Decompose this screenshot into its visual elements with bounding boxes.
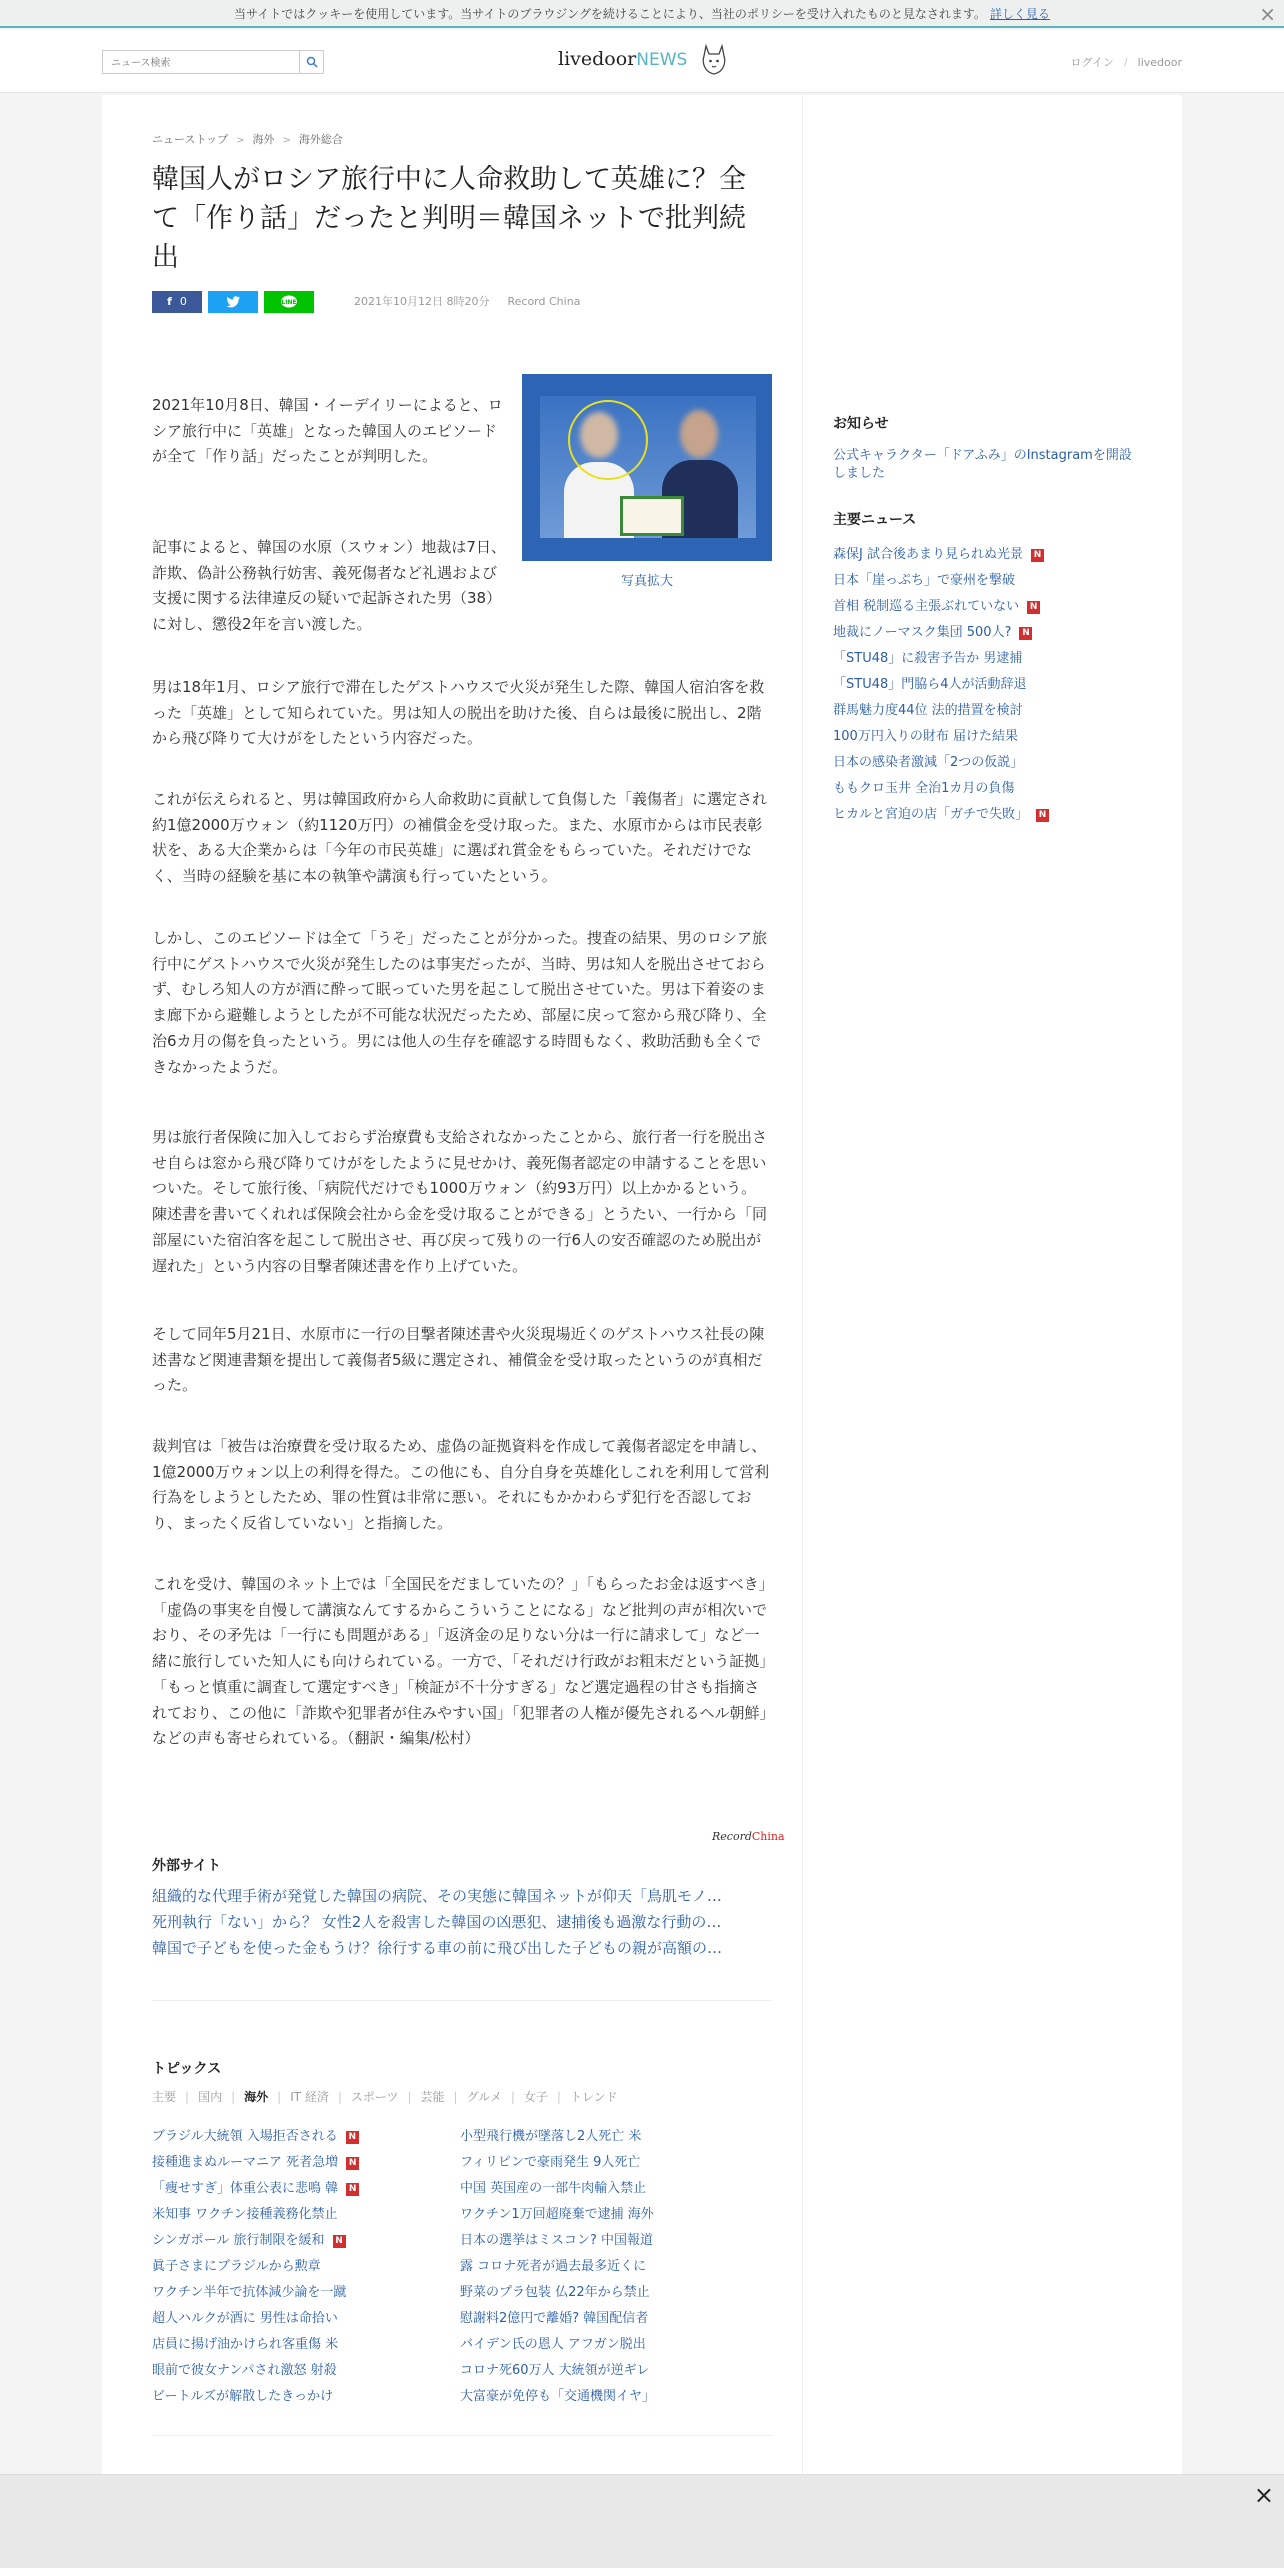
new-badge: N [346,2183,359,2196]
highlight-circle [568,400,648,480]
cookie-banner [0,0,1284,28]
article-paragraph: しかし、このエピソードは全て「うそ」だったことが分かった。捜査の結果、男のロシア旅行中にゲストハウスで火災が発生したのは事実だったが、当時、男は知人を脱出させておらず、むしろ知人の方が酒に酔って眠っていた男を起こして脱出させていた。男は下着姿のまま廊下から避難しようとしたが不可能な状況だったため、部屋に戻って窓から飛び降り、全治6カ月の傷を負ったという。男には他人の生存を確認する時間もなく、救助活動も全くできなかったようだ。 [152,929,768,1076]
svg-text:LINE: LINE [281,299,297,306]
topic-link[interactable]: 小型飛行機が墜落し2人死亡 米 [460,2129,642,2144]
site-header [0,30,1284,93]
nav-separator: / [1123,56,1128,69]
article-source[interactable]: Record China [507,295,581,308]
topic-link[interactable]: 大富豪が免停も「交通機関イヤ」 [460,2389,656,2404]
header-nav [1060,54,1182,70]
breadcrumb-item-overseas[interactable]: 海外 [252,133,275,146]
article-paragraph: 男は18年1月、ロシア旅行で滞在したゲストハウスで火災が発生した際、韓国人宿泊客を救った「英雄」として知られていた。男は知人の脱出を助けた後、自らは最後に脱出し、2階から飛び降りて大けがをしたという内容だった。 [152,678,765,748]
topic-item[interactable] [460,2359,760,2385]
topic-item[interactable] [152,2125,452,2151]
topic-link[interactable]: 眼前で彼女ナンパされ激怒 射殺 [152,2363,337,2378]
search-box [102,50,324,74]
breadcrumb-item-overseas-general[interactable]: 海外総合 [298,133,343,146]
tab-separator: | [231,2090,236,2104]
logo-livedoor: livedoor [558,48,637,70]
topic-item[interactable] [460,2177,760,2203]
bottom-ad-bar [0,2474,1284,2568]
topic-link[interactable]: バイデン氏の恩人 アフガン脱出 [460,2337,646,2352]
article-paragraph: これを受け、韓国のネット上では「全国民をだましていたの？」「もらったお金は返すべき」「虚偽の事実を自慢して講演なんてするからこういうことになる」など批判の声が相次いでおり、その矛先は「一行にも問題がある」「返済金の足りない分は一行に請求して」など一緒に旅行していた知人にも向けられている。一方で、「それだけ行政がお粗末だという証拠」「もっと慎重に調査して選定すべき」「検証が不十分すぎる」など選定過程の甘さも指摘されており、この他に「詐欺や犯罪者が住みやすい国」「犯罪者の人権が優先されるヘル朝鮮」などの声も寄せられている。（翻訳・編集/松村） [152,1575,768,1748]
topic-link[interactable]: ワクチン半年で抗体減少論を一蹴 [152,2285,347,2300]
new-badge: N [1036,809,1049,822]
topic-link[interactable]: シンガポール 旅行制限を緩和 [152,2233,325,2248]
divider [152,2435,772,2436]
tab-sports[interactable]: スポーツ [350,2090,399,2104]
facebook-share-button[interactable] [152,291,202,313]
external-sites-heading: 外部サイト [152,1858,222,1874]
topic-item[interactable] [460,2151,760,2177]
divider [152,2000,772,2001]
logo-news: NEWS [636,50,688,70]
main-news-item[interactable] [833,699,1153,725]
article-title: 韓国人がロシア旅行中に人命救助して英雄に？全て「作り話」だったと判明＝韓国ネットで批判続出 [152,164,746,272]
record-china-logo [712,1830,785,1843]
topic-link[interactable]: 中国 英国産の一部牛肉輸入禁止 [460,2181,647,2196]
topic-link[interactable]: 「痩せすぎ」体重公表に悲鳴 韓 [152,2181,339,2196]
topic-item[interactable] [152,2385,452,2411]
site-logo[interactable] [558,48,687,70]
topic-item[interactable] [152,2255,452,2281]
share-bar [152,291,580,313]
article-photo[interactable] [522,374,772,561]
main-news-link[interactable]: 「STU48」門脇ら4人が活動辞退 [833,677,1027,692]
main-news-link[interactable]: 首相 税制巡る主張ぶれていない [833,599,1020,614]
tab-gourmet[interactable]: グルメ [466,2090,502,2104]
main-news-heading: 主要ニュース [833,512,917,528]
record-china-logo-text: Record [712,1830,752,1843]
notice-link[interactable]: 公式キャラクター「ドアふみ」のInstagramを開設しました [833,448,1132,481]
tab-separator: | [277,2090,282,2104]
tab-separator: | [556,2090,561,2104]
cookie-close-icon[interactable]: × [1259,2,1276,26]
topic-item[interactable] [460,2385,760,2411]
topic-item[interactable] [152,2229,452,2255]
article-paragraph: 裁判官は「被告は治療費を受け取るため、虚偽の証拠資料を作成して義傷者認定を申請し、1億2000万ウォン以上の利得を得た。この他にも、自分自身を英雄化しこれを利用して営利行為をしようとしたため、罪の性質は非常に悪い。それにもかかわらず犯行を否認しており、まったく反省していない」と指摘した。 [152,1437,770,1533]
new-badge: N [1019,627,1032,640]
record-china-logo-mark: China [751,1830,785,1843]
tab-separator: | [510,2090,515,2104]
tab-trend[interactable]: トレンド [569,2090,618,2104]
topic-item[interactable] [460,2281,760,2307]
main-news-link[interactable]: 日本の感染者激減「2つの仮説」 [833,755,1024,770]
main-news-item[interactable] [833,595,1153,621]
topic-link[interactable]: 米知事 ワクチン接種義務化禁止 [152,2207,338,2222]
article-meta [354,291,580,313]
photo-enlarge-link[interactable]: 写真拡大 [620,574,673,589]
topic-item[interactable] [152,2307,452,2333]
main-news-item[interactable] [833,751,1153,777]
topic-link[interactable]: コロナ死60万人 大統領が逆ギレ [460,2363,650,2378]
main-news-link[interactable]: 日本「崖っぷち」で豪州を撃破 [833,573,1016,588]
tab-domestic[interactable]: 国内 [198,2090,223,2104]
cookie-more-link[interactable]: 詳しく見る [989,7,1050,21]
external-link[interactable]: 韓国で子どもを使った金もうけ？徐行する車の前に飛び出した子どもの親が高額の… [152,1939,723,1957]
topic-link[interactable]: ブラジル大統領 入場拒否される [152,2129,338,2144]
tab-separator: | [453,2090,458,2104]
main-news-item[interactable] [833,647,1153,673]
new-badge: N [1027,601,1040,614]
chevron-right-icon: > [236,135,245,146]
facebook-icon: f [167,295,172,308]
tab-it-economy[interactable]: IT 経済 [290,2090,329,2104]
line-share-button[interactable] [264,291,314,313]
topic-item[interactable] [460,2333,760,2359]
topic-link[interactable]: 店員に揚げ油かけられ客重傷 米 [152,2337,339,2352]
photo-image [540,396,756,538]
close-icon[interactable]: × [1253,2481,1274,2509]
external-link[interactable]: 組織的な代理手術が発覚した韓国の病院、その実態に韓国ネットが仰天「鳥肌モノ… [152,1887,722,1905]
topics-list-left [152,2125,452,2411]
main-news-link[interactable]: 地裁にノーマスク集団 500人? [833,625,1012,640]
certificate [620,496,684,536]
main-news-link[interactable]: 群馬魅力度44位 法的措置を検討 [833,703,1023,718]
topic-item[interactable] [152,2203,452,2229]
main-news-link[interactable]: ヒカルと宮迫の店「ガチで失敗」 [833,807,1029,822]
topic-link[interactable]: ワクチン1万回超廃棄で逮捕 海外 [460,2207,654,2222]
breadcrumb-item-top[interactable]: ニューストップ [152,133,229,146]
main-news-item[interactable] [833,569,1153,595]
main-news-item[interactable] [833,725,1153,751]
mascot-icon [700,42,728,78]
search-input[interactable] [103,53,299,75]
topics-heading: トピックス [152,2061,222,2077]
new-badge: N [1031,549,1044,562]
sidebar [802,95,1182,2568]
topic-link[interactable]: 接種進まぬルーマニア 死者急増 [152,2155,339,2170]
topic-item[interactable] [152,2333,452,2359]
main-news-item[interactable] [833,777,1153,803]
topic-link[interactable]: ビートルズが解散したきっかけ [152,2389,334,2404]
topic-link[interactable]: 慰謝料2億円で離婚? 韓国配信者 [460,2311,649,2326]
main-news-list [833,543,1153,829]
topics-tabs [152,2088,618,2105]
facebook-count: 0 [179,295,187,308]
tab-main[interactable]: 主要 [152,2090,177,2104]
new-badge: N [333,2235,346,2248]
main-news-link[interactable]: 森保J 試合後あまり見られぬ光景 [833,547,1023,562]
article-paragraph: 男は旅行者保険に加入しておらず治療費も支給されなかったことから、旅行者一行を脱出させ自らは窓から飛び降りてけがをしたように見せかけ、義死傷者認定の申請することを思いついた。そして旅行後、「病院代だけでも1000万ウォン（約93万円）以上かかるという。 陳述書を書いてくれれば保険会社から金を受け取ることができる」とうたい、一行から「同部屋にいた宿泊客を起こして脱出させ、再び戻って残りの一行6人の安否確認のため脱出が遅れた」という内容の目撃者陳述書を作り上げていた。 [152,1128,768,1275]
tab-women[interactable]: 女子 [523,2090,548,2104]
article-paragraph: そして同年5月21日、水原市に一行の目撃者陳述書や火災現場近くのゲストハウス社長の陳述書など関連書類を提出して義傷者5級に選定され、補償金を受け取ったというのが真相だった。 [152,1325,765,1395]
main-news-item[interactable] [833,803,1153,829]
topic-item[interactable] [460,2125,760,2151]
topic-item[interactable] [460,2307,760,2333]
breadcrumb [152,131,343,147]
article-date: 2021年10月12日 8時20分 [354,295,490,308]
article-paragraph: 2021年10月8日、韓国・イーデイリーによると、ロシア旅行中に「英雄」となった韓国人のエピソードが全て「作り話」だったことが判明した。 [152,396,503,466]
topic-item[interactable] [152,2151,452,2177]
new-badge: N [346,2131,359,2144]
notice-heading: お知らせ [833,416,889,432]
search-button[interactable] [299,51,323,73]
topic-item[interactable] [152,2177,452,2203]
tab-overseas[interactable]: 海外 [244,2090,269,2104]
topic-item[interactable] [152,2359,452,2385]
topic-item[interactable] [152,2281,452,2307]
topic-item[interactable] [460,2229,760,2255]
topic-link[interactable]: フィリピンで豪雨発生 9人死亡 [460,2155,641,2170]
search-icon [306,56,318,68]
livedoor-link[interactable]: livedoor [1137,56,1182,69]
main-news-item[interactable] [833,543,1153,569]
topic-link[interactable]: 野菜のプラ包装 仏22年から禁止 [460,2285,650,2300]
topic-link[interactable]: 日本の選挙はミスコン? 中国報道 [460,2233,654,2248]
tab-entertainment[interactable]: 芸能 [420,2090,445,2104]
article-paragraph: これが伝えられると、男は韓国政府から人命救助に貢献して負傷した「義傷者」に選定され約1億2000万ウォン（約1120万円）の補償金を受け取った。また、水原市からは市民表彰状を、ある大企業からは「今年の市民英雄」に選ばれ賞金をもらっていた。それだけでなく、当時の経験を基に本の執筆や講演も行っていたという。 [152,790,768,886]
cookie-text: 当サイトではクッキーを使用しています。当サイトのブラウジングを続けることにより、当社のポリシーを受け入れたものと見なされます。 [234,7,986,21]
twitter-icon [226,296,240,308]
external-link[interactable]: 死刑執行「ない」から？ 女性2人を殺害した韓国の凶悪犯、逮捕後も過激な行動の… [152,1913,722,1931]
topics-list-right [460,2125,760,2411]
new-badge: N [346,2157,359,2170]
main-news-link[interactable]: 「STU48」に殺害予告か 男逮捕 [833,651,1023,666]
topic-item[interactable] [460,2203,760,2229]
topic-link[interactable]: 超人ハルクが酒に 男性は命拾い [152,2311,338,2326]
topic-link[interactable]: 眞子さまにブラジルから勲章 [152,2259,321,2274]
chevron-right-icon: > [282,135,291,146]
tab-separator: | [407,2090,412,2104]
article-paragraph: 記事によると、韓国の水原（スウォン）地裁は7日、詐欺、偽計公務執行妨害、義死傷者など礼遇および支援に関する法律違反の疑いで起訴された男（38）に対し、懲役2年を言い渡した。 [152,538,506,634]
article-column [102,95,802,2568]
main-news-item[interactable] [833,673,1153,699]
topic-item[interactable] [460,2255,760,2281]
line-icon [280,295,298,309]
tab-separator: | [337,2090,342,2104]
main-news-link[interactable]: ももクロ玉井 全治1カ月の負傷 [833,781,1015,796]
twitter-share-button[interactable] [208,291,258,313]
tab-separator: | [185,2090,190,2104]
login-link[interactable]: ログイン [1070,56,1114,69]
main-news-link[interactable]: 100万円入りの財布 届けた結果 [833,729,1018,744]
main-news-item[interactable] [833,621,1153,647]
topic-link[interactable]: 露 コロナ死者が過去最多近くに [460,2259,647,2274]
